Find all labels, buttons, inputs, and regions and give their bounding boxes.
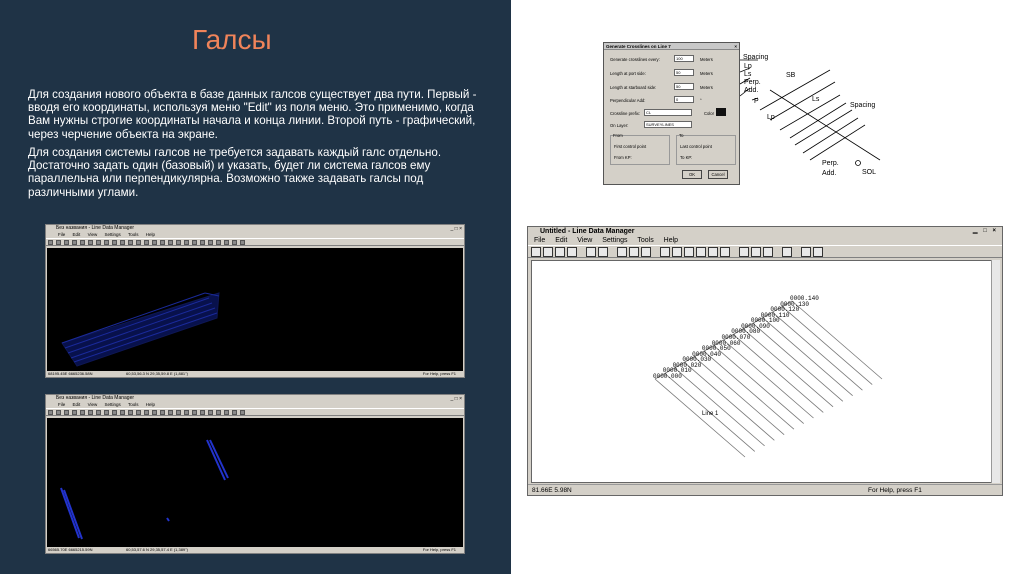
tool-icon[interactable] xyxy=(64,240,69,245)
offset-icon[interactable] xyxy=(763,247,773,257)
kp-label: 0000.130 xyxy=(780,300,810,308)
crossline xyxy=(694,357,784,435)
kp-label: 0000.040 xyxy=(692,350,721,358)
menu-tools[interactable]: Tools xyxy=(127,232,139,237)
unit-label: ° xyxy=(700,98,702,103)
crossline xyxy=(743,329,833,407)
prefix-input[interactable]: CL xyxy=(644,109,692,116)
tool-icon[interactable] xyxy=(224,410,229,415)
mini-window-1-status xyxy=(46,371,464,377)
line-data-manager-window xyxy=(527,226,1003,496)
status-coords: 66565.70E 6665215.59N xyxy=(48,547,93,552)
pointer-icon[interactable] xyxy=(629,247,639,257)
unit-label: Meters xyxy=(700,71,713,76)
big-window-canvas[interactable] xyxy=(531,260,993,483)
field-label: Perpendicular Add: xyxy=(610,98,646,103)
select-icon[interactable] xyxy=(617,247,627,257)
tool-icon[interactable] xyxy=(72,410,77,415)
menu-help[interactable]: Help xyxy=(145,402,155,407)
close-icon[interactable]: × xyxy=(734,44,737,49)
kp-label: 0000.090 xyxy=(741,322,770,330)
tool-icon[interactable] xyxy=(184,240,189,245)
from-first-radio[interactable]: First control point xyxy=(614,144,647,149)
crossline xyxy=(733,334,823,412)
mini-window-1-toolbar xyxy=(46,238,464,246)
perpendicular-add-input[interactable]: 0 xyxy=(674,96,694,103)
status-help: For Help, press F1 xyxy=(422,371,456,376)
help-icon[interactable] xyxy=(813,247,823,257)
layer-label: On Layer: xyxy=(610,123,629,128)
unit-label: Meters xyxy=(700,85,713,90)
layer-select[interactable]: SURVEYLINES xyxy=(644,121,692,128)
tool-icon[interactable] xyxy=(192,410,197,415)
print-icon[interactable] xyxy=(567,247,577,257)
from-kp-radio[interactable]: From KP: xyxy=(614,155,632,160)
tool-icon[interactable] xyxy=(232,410,237,415)
paragraph-2: Для создания системы галсов не требуется задавать каждый галс отдельно. Достаточно задать один (базовый) и указать, будет ли система галсов ему параллельна или перпендикулярна. Возможно также задавать галсы под различными углами. xyxy=(28,146,442,199)
menu-settings[interactable]: Settings xyxy=(602,237,628,244)
tool-icon[interactable] xyxy=(88,410,93,415)
prefix-label: Crossline prefix: xyxy=(610,111,641,116)
tool-icon[interactable] xyxy=(136,410,141,415)
zoom-window-icon[interactable] xyxy=(696,247,706,257)
diagram-label: Spacing xyxy=(743,54,769,61)
left-panel xyxy=(0,0,511,574)
kp-label: 0000.140 xyxy=(790,295,819,302)
diagram-label: Spacing xyxy=(850,102,876,109)
menu-help[interactable]: Help xyxy=(145,232,155,237)
tool-icon[interactable] xyxy=(176,410,181,415)
tool-icon[interactable] xyxy=(224,240,229,245)
line-name-label: Line 1 xyxy=(702,411,719,417)
tool-icon[interactable] xyxy=(160,240,165,245)
info-icon[interactable] xyxy=(801,247,811,257)
diagram-label: Add. xyxy=(822,170,837,177)
tool-icon[interactable] xyxy=(88,240,93,245)
menu-edit[interactable]: Edit xyxy=(555,237,568,244)
mini-window-2-title xyxy=(46,395,464,402)
cancel-button[interactable]: Cancel xyxy=(708,170,728,179)
tool-icon[interactable] xyxy=(136,240,141,245)
zoom-in-icon[interactable] xyxy=(672,247,682,257)
tool-icon[interactable] xyxy=(216,240,221,245)
generate-crosslines-dialog xyxy=(603,42,740,185)
menu-edit[interactable]: Edit xyxy=(72,232,81,237)
diagram-label: P xyxy=(754,98,759,105)
menu-view[interactable]: View xyxy=(577,237,593,244)
diagram-label: Add. xyxy=(744,87,759,94)
tool-icon[interactable] xyxy=(184,410,189,415)
menu-view[interactable]: View xyxy=(87,402,98,407)
ok-button[interactable]: OK xyxy=(682,170,702,179)
to-group xyxy=(676,135,736,165)
kp-label: 0000.050 xyxy=(701,345,731,353)
crossline xyxy=(792,301,882,379)
spacing-input[interactable]: 100 xyxy=(674,55,694,62)
tool-icon[interactable] xyxy=(104,240,109,245)
tool-icon[interactable] xyxy=(200,240,205,245)
menu-file[interactable]: File xyxy=(58,232,66,237)
save-icon[interactable] xyxy=(555,247,565,257)
tool-icon[interactable] xyxy=(144,240,149,245)
diagram-label: Ls xyxy=(744,71,752,78)
zoom-out-icon[interactable] xyxy=(684,247,694,257)
big-window-title xyxy=(528,227,1002,236)
tool-icon[interactable] xyxy=(232,240,237,245)
big-window-menu xyxy=(528,236,1002,245)
new-icon[interactable] xyxy=(531,247,541,257)
crossline xyxy=(772,312,862,390)
kp-label: 0000.110 xyxy=(760,311,790,319)
mini-window-1-title-text: Без названия - Line Data Manager xyxy=(56,225,135,231)
starboard-length-input[interactable]: 50 xyxy=(674,83,694,90)
tool-icon[interactable] xyxy=(56,410,61,415)
tool-icon[interactable] xyxy=(56,240,61,245)
tool-icon[interactable] xyxy=(48,240,53,245)
diagram-label: SB xyxy=(786,72,796,79)
survey-lines-plot-2 xyxy=(47,418,465,547)
paragraph-1: Для создания нового объекта в базе данных галсов существует два пути. Первый - вводя его координаты, используя меню "Edit" из поля меню. Это применимо, когда Вам нужны строгие координаты начала и конца линии. Второй путь - графический, через черчение объекта на экране. xyxy=(28,88,477,141)
big-window-toolbar xyxy=(528,245,1002,258)
tool-icon[interactable] xyxy=(240,240,245,245)
tool-icon[interactable] xyxy=(208,410,213,415)
slide-title: Галсы xyxy=(192,24,272,55)
from-group xyxy=(610,135,670,165)
tool-icon[interactable] xyxy=(48,410,53,415)
kp-label: 0000.030 xyxy=(682,356,712,364)
tool-icon[interactable] xyxy=(192,240,197,245)
rotate-icon[interactable] xyxy=(751,247,761,257)
status-help: For Help, press F1 xyxy=(422,547,456,552)
zoom-extents-icon[interactable] xyxy=(708,247,718,257)
kp-label: 0000.100 xyxy=(750,317,780,325)
diagram-label: SOL xyxy=(862,169,877,176)
mini-window-2-title-text: Без названия - Line Data Manager xyxy=(56,395,135,401)
status-coords: 68195.45E 6665236.58N xyxy=(48,371,93,376)
menu-view[interactable]: View xyxy=(87,232,98,237)
big-window-status xyxy=(528,484,1002,495)
to-label: To xyxy=(679,133,684,138)
window-controls[interactable]: ▁ □ × xyxy=(972,228,998,234)
tool-icon[interactable] xyxy=(152,240,157,245)
tool-icon[interactable] xyxy=(168,240,173,245)
big-window-title-text: Untitled - Line Data Manager xyxy=(540,228,635,235)
tool-icon[interactable] xyxy=(112,240,117,245)
unit-label: Meters xyxy=(700,57,713,62)
menu-file[interactable]: File xyxy=(58,402,66,407)
kp-label: 0000.010 xyxy=(662,367,692,375)
tool-icon[interactable] xyxy=(128,240,133,245)
tool-icon[interactable] xyxy=(72,240,77,245)
tool-icon[interactable] xyxy=(96,240,101,245)
draw-line-icon[interactable] xyxy=(641,247,651,257)
color-swatch[interactable] xyxy=(716,108,726,116)
tool-icon[interactable] xyxy=(120,240,125,245)
tool-icon[interactable] xyxy=(128,410,133,415)
field-label: Generate crosslines every: xyxy=(610,57,660,62)
zoom-icon[interactable] xyxy=(660,247,670,257)
grid-icon[interactable] xyxy=(782,247,792,257)
diagram-label: Lp xyxy=(744,63,752,70)
tool-icon[interactable] xyxy=(160,410,165,415)
color-label: Color xyxy=(704,111,715,116)
crossline xyxy=(655,379,745,457)
survey-lines-plot-1 xyxy=(47,248,465,371)
menu-tools[interactable]: Tools xyxy=(127,402,139,407)
crossline xyxy=(684,362,774,440)
menu-help[interactable]: Help xyxy=(663,237,679,244)
crossline xyxy=(782,307,872,385)
field-label: Length at port side: xyxy=(610,71,646,76)
mini-window-1-canvas[interactable] xyxy=(47,248,463,371)
mini-window-1-title xyxy=(46,225,464,232)
tool-icon[interactable] xyxy=(80,240,85,245)
window-controls[interactable]: _ □ × xyxy=(450,396,462,402)
field-label: Length at starboard side: xyxy=(610,85,657,90)
vertical-scrollbar[interactable] xyxy=(991,260,1000,483)
menu-tools[interactable]: Tools xyxy=(637,237,654,244)
menu-edit[interactable]: Edit xyxy=(72,402,81,407)
crossline xyxy=(714,346,804,424)
tool-icon[interactable] xyxy=(96,410,101,415)
tool-icon[interactable] xyxy=(120,410,125,415)
mini-window-2-canvas[interactable] xyxy=(47,418,463,547)
tool-icon[interactable] xyxy=(216,410,221,415)
kp-label: 0000.060 xyxy=(711,339,741,347)
tool-icon[interactable] xyxy=(144,410,149,415)
crossline xyxy=(753,323,843,401)
tool-icon[interactable] xyxy=(104,410,109,415)
diagram-label: Perp. xyxy=(822,160,839,167)
status-coords: 81.66E 5.98N xyxy=(532,487,572,494)
crossline-plot xyxy=(532,261,992,482)
kp-label: 0000.070 xyxy=(721,334,751,341)
crossline xyxy=(704,351,794,429)
mini-window-1 xyxy=(45,224,465,378)
status-help: For Help, press F1 xyxy=(868,487,922,494)
tool-icon[interactable] xyxy=(64,410,69,415)
crossline xyxy=(724,340,814,418)
tool-icon[interactable] xyxy=(176,240,181,245)
zoom-all-icon[interactable] xyxy=(720,247,730,257)
status-geo: 60,53,57.6 N 29,35,57.4 E (1,389") xyxy=(126,547,188,552)
export-icon[interactable] xyxy=(598,247,608,257)
to-kp-radio[interactable]: To KP: xyxy=(680,155,693,160)
menu-settings[interactable]: Settings xyxy=(104,232,121,237)
kp-label: 0000.000 xyxy=(653,373,682,380)
tool-icon[interactable] xyxy=(80,410,85,415)
diagram-label: Ls xyxy=(812,96,820,103)
menu-file[interactable]: File xyxy=(534,237,546,244)
mini-window-2-toolbar xyxy=(46,408,464,416)
crossline xyxy=(675,368,765,446)
status-geo: 60,53,56.3 N 29,35,59.8 E (1,881") xyxy=(126,371,188,376)
crossline-diagram xyxy=(740,50,890,180)
open-icon[interactable] xyxy=(543,247,553,257)
tool-icon[interactable] xyxy=(208,240,213,245)
tool-icon[interactable] xyxy=(168,410,173,415)
port-length-input[interactable]: 50 xyxy=(674,69,694,76)
import-icon[interactable] xyxy=(586,247,596,257)
mini-window-2 xyxy=(45,394,465,554)
kp-label: 0000.080 xyxy=(731,328,761,336)
kp-label: 0000.020 xyxy=(672,361,702,369)
mini-window-2-status xyxy=(46,547,464,553)
dialog-title-text: Generate Crosslines on Line 7 xyxy=(606,44,671,49)
to-last-radio[interactable]: Last control point xyxy=(680,144,712,149)
menu-settings[interactable]: Settings xyxy=(104,402,121,407)
tool-icon[interactable] xyxy=(240,410,245,415)
dialog-title xyxy=(604,43,739,50)
tool-icon[interactable] xyxy=(152,410,157,415)
diagram-label: Lp xyxy=(767,114,775,121)
crossline xyxy=(763,318,853,396)
diagram-label: Perp. xyxy=(744,79,761,86)
kp-label: 0000.120 xyxy=(770,306,800,314)
from-label: From xyxy=(613,133,623,138)
window-controls[interactable]: _ □ × xyxy=(450,226,462,232)
tool-icon[interactable] xyxy=(112,410,117,415)
move-icon[interactable] xyxy=(739,247,749,257)
tool-icon[interactable] xyxy=(200,410,205,415)
